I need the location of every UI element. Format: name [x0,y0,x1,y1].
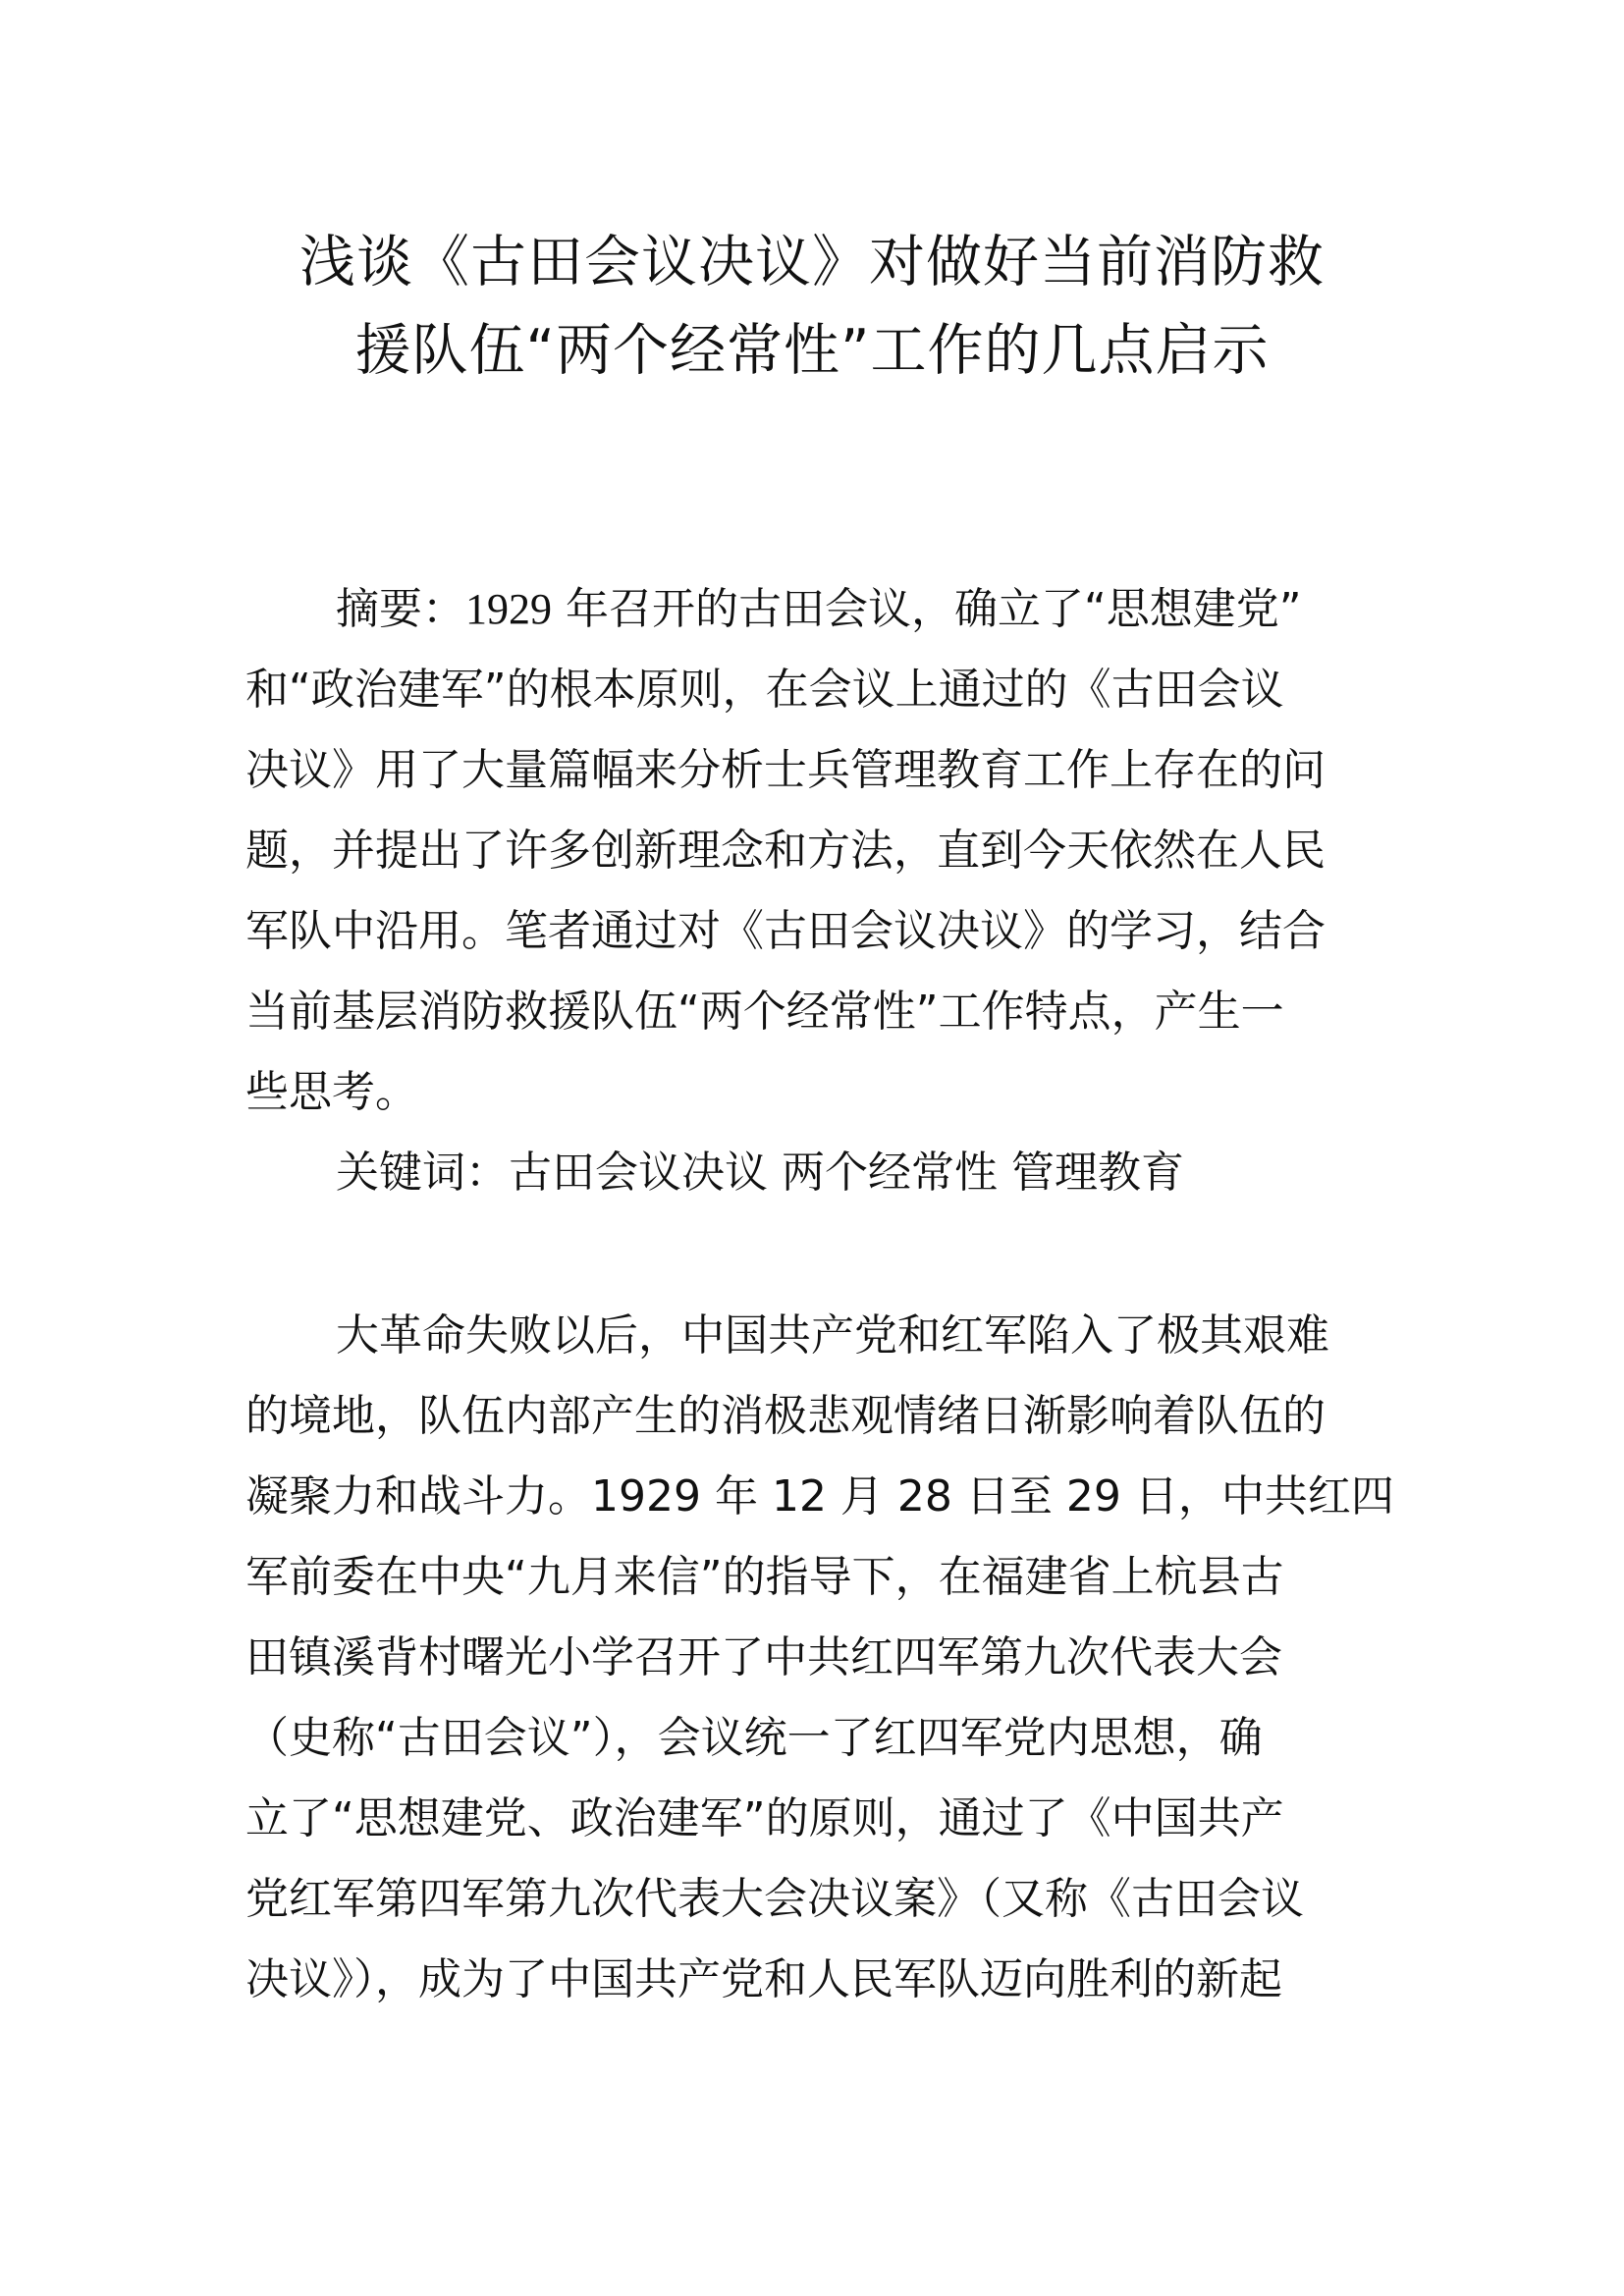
body-line-9: 决议》），成为了中国共产党和人民军队迈向胜利的新起 [245,1954,1282,2004]
keywords-line [245,1133,1384,1213]
abstract-line-7: 些思考。 [245,1067,418,1117]
document-title [245,218,1379,395]
body-line-8: 党红军第四军第九次代表大会决议案》（又称《古田会议 [245,1874,1304,1924]
abstract-line-3: 决议》用了大量篇幅来分析士兵管理教育工作上存在的问 [245,745,1326,795]
body-line-2: 的境地，队伍内部产生的消极悲观情绪日渐影响着队伍的 [245,1391,1326,1441]
body-section [245,1296,1394,2020]
abstract-year: 1929 [465,585,552,633]
title-line-1: 浅谈《古田会议决议》对做好当前消防救 [299,230,1325,294]
body-line-7: 立了“思想建党、政治建军”的原则，通过了《中国共产 [245,1793,1284,1843]
title-line-2: 援队伍“两个经常性”工作的几点启示 [354,318,1270,383]
body-line-5: 田镇溪背村曙光小学召开了中共红四军第九次代表大会 [245,1632,1282,1682]
abstract-line-6: 当前基层消防救援队伍“两个经常性”工作特点，产生一 [245,987,1284,1037]
abstract-line-2: 和“政治建军”的根本原则，在会议上通过的《古田会议 [245,665,1284,715]
abstract-line-1 [245,569,1384,650]
body-line-6: （史称“古田会议”），会议统一了红四军党内思想，确 [245,1713,1263,1763]
abstract-label: 摘要： [336,584,465,634]
keywords-section [245,1133,1384,1213]
keywords-label: 关键词： [336,1148,509,1198]
abstract-section [245,569,1384,1133]
abstract-text: 年召开的古田会议，确立了“思想建党” [552,584,1302,634]
body-line-3: 凝聚力和战斗力。1929 年 12 月 28 日至 29 日，中共红四 [245,1471,1394,1522]
keywords-text: 古田会议决议 两个经常性 管理教育 [509,1148,1184,1198]
body-line-4: 军前委在中央“九月来信”的指导下，在福建省上杭县古 [245,1552,1284,1602]
abstract-line-4: 题，并提出了许多创新理念和方法，直到今天依然在人民 [245,826,1326,876]
abstract-line-5: 军队中沿用。笔者通过对《古田会议决议》的学习，结合 [245,906,1326,956]
body-line-1: 大革命失败以后，中国共产党和红军陷入了极其艰难 [336,1310,1329,1361]
